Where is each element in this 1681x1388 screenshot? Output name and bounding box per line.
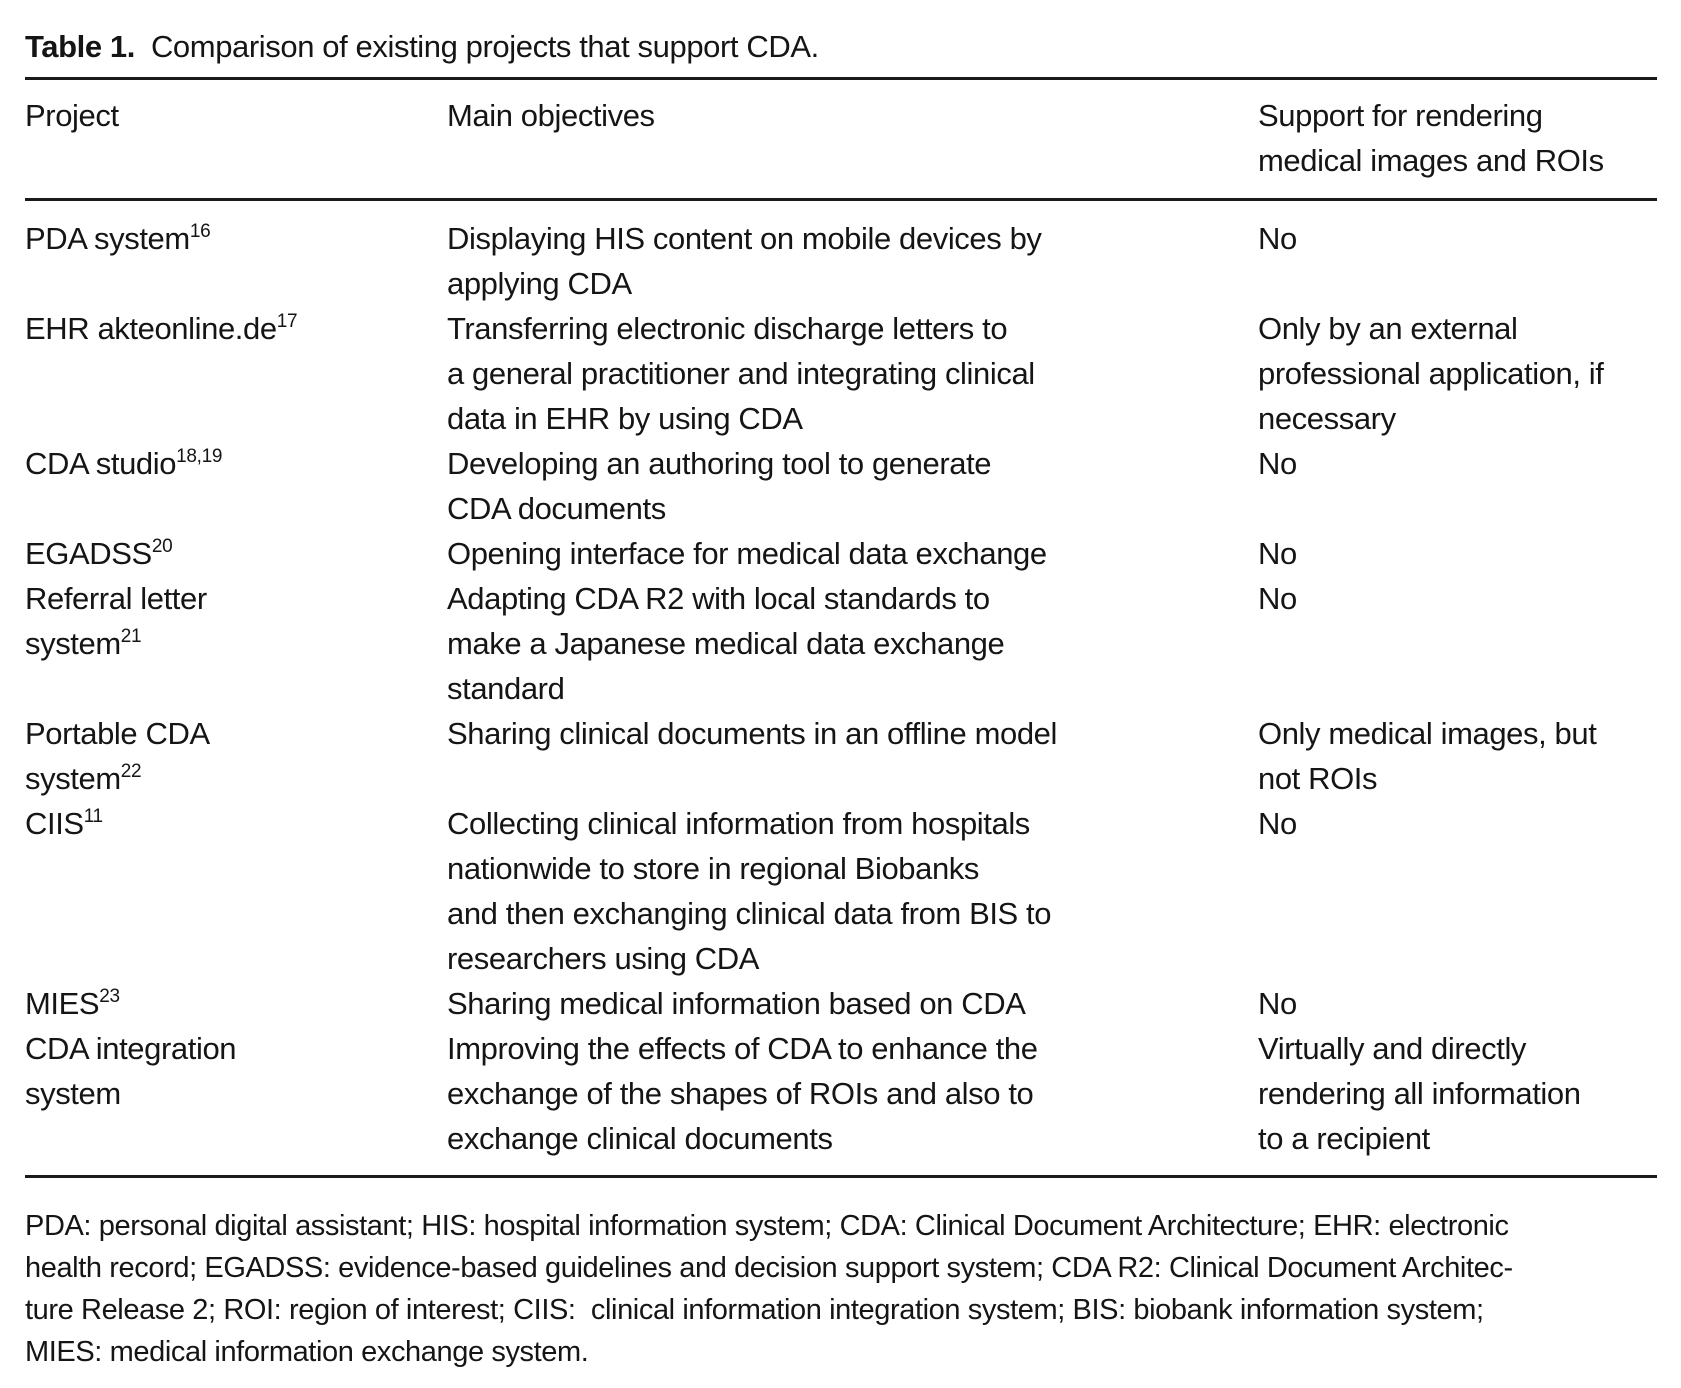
reference-superscript: 21 [120,626,142,647]
objective-line: Opening interface for medical data exchange [447,536,1047,571]
objective-line: exchange clinical documents [447,1121,833,1156]
project-name: MIES [25,986,100,1021]
objective-line: Adapting CDA R2 with local standards to [447,581,990,616]
reference-superscript: 23 [99,986,120,1007]
reference-superscript: 11 [83,806,103,827]
project-cell [25,981,447,1026]
reference-superscript: 20 [151,536,173,557]
project-cell [25,531,447,576]
table-row [25,531,1657,576]
reference-superscript: 18,19 [176,446,223,467]
objective-line: nationwide to store in regional Biobanks [447,851,980,886]
support-line: Only by an external [1258,311,1518,346]
table-row [25,1026,1657,1161]
support-line: No [1258,581,1297,616]
project-name: CDA integration [25,1031,237,1066]
support-cell [1258,711,1655,801]
support-line: Only medical images, but [1258,716,1597,751]
objective-cell [447,441,1258,531]
support-cell [1258,981,1655,1026]
objective-line: Displaying HIS content on mobile devices by [447,221,1042,256]
objective-line: make a Japanese medical data exchange [447,626,1005,661]
support-cell [1258,531,1655,576]
project-cell [25,711,447,801]
bottom-rule [25,1175,1657,1178]
objective-line: Developing an authoring tool to generate [447,446,992,481]
project-cell [25,801,447,981]
footnote-line: health record; EGADSS: evidence-based guidelines and decision support system; CDA R2: Clinical Document Architec- [25,1252,1513,1284]
table-header [25,80,1657,198]
objective-line: exchange of the shapes of ROIs and also to [447,1076,1034,1111]
objective-line: data in EHR by using CDA [447,401,803,436]
support-line: not ROIs [1258,761,1378,796]
project-name: Referral letter [25,581,207,616]
table-row [25,306,1657,441]
reference-superscript: 17 [276,311,298,332]
support-cell [1258,216,1655,306]
support-line: No [1258,536,1297,571]
project-name: PDA system [25,221,190,256]
support-line: professional application, if [1258,356,1604,391]
table-row [25,711,1657,801]
objective-line: Improving the effects of CDA to enhance the [447,1031,1038,1066]
support-line: Virtually and directly [1258,1031,1527,1066]
support-cell [1258,441,1655,531]
table-row [25,576,1657,711]
objective-line: Sharing medical information based on CDA [447,986,1026,1021]
objective-cell [447,306,1258,441]
objective-line: standard [447,671,565,706]
support-cell [1258,801,1655,981]
support-cell [1258,576,1655,711]
support-line: necessary [1258,401,1396,436]
table-row [25,441,1657,531]
support-line: No [1258,446,1297,481]
table-caption-text: Comparison of existing projects that support CDA. [150,29,819,64]
project-name: CDA studio [25,446,177,481]
project-cell [25,441,447,531]
project-name: EGADSS [25,536,152,571]
project-cell [25,216,447,306]
table-footnote [25,1205,1657,1373]
objective-line: and then exchanging clinical data from BIS to [447,896,1052,931]
objective-line: researchers using CDA [447,941,760,976]
reference-superscript: 22 [120,761,142,782]
project-cell [25,576,447,711]
objective-cell [447,216,1258,306]
table-row [25,216,1657,306]
support-line: No [1258,221,1297,256]
project-cell [25,306,447,441]
support-cell [1258,306,1655,441]
project-name: system [25,761,121,796]
footnote-line: PDA: personal digital assistant; HIS: hospital information system; CDA: Clinical Document Architecture; EHR: electronic [25,1210,1509,1242]
objective-cell [447,531,1258,576]
column-header-objectives: Main objectives [447,98,655,133]
table-row [25,981,1657,1026]
column-header-project: Project [25,98,119,133]
project-name: system [25,626,121,661]
support-line: to a recipient [1258,1121,1430,1156]
project-cell [25,1026,447,1161]
objective-cell [447,981,1258,1026]
support-line: rendering all information [1258,1076,1581,1111]
objective-line: applying CDA [447,266,632,301]
footnote-line: ture Release 2; ROI: region of interest; CIIS: clinical information integration system; BIS: biobank information system; [25,1294,1484,1326]
support-line: No [1258,806,1297,841]
reference-superscript: 16 [189,221,211,242]
table-label: Table 1. [25,29,135,64]
project-name: system [25,1076,121,1111]
table-caption [25,24,1657,70]
table-row [25,801,1657,981]
objective-cell [447,576,1258,711]
objective-line: Collecting clinical information from hospitals [447,806,1030,841]
project-name: CIIS [25,806,84,841]
objective-cell [447,711,1258,801]
project-name: EHR akteonline.de [25,311,277,346]
objective-cell [447,801,1258,981]
footnote-line: MIES: medical information exchange system. [25,1336,589,1368]
support-cell [1258,1026,1655,1161]
objective-line: a general practitioner and integrating clinical [447,356,1035,391]
column-header-support: Support for rendering medical images and ROIs [1258,98,1604,178]
objective-line: Sharing clinical documents in an offline model [447,716,1058,751]
support-line: No [1258,986,1297,1021]
table-body [25,201,1657,1175]
project-name: Portable CDA [25,716,210,751]
objective-line: CDA documents [447,491,666,526]
objective-cell [447,1026,1258,1161]
objective-line: Transferring electronic discharge letters to [447,311,1008,346]
